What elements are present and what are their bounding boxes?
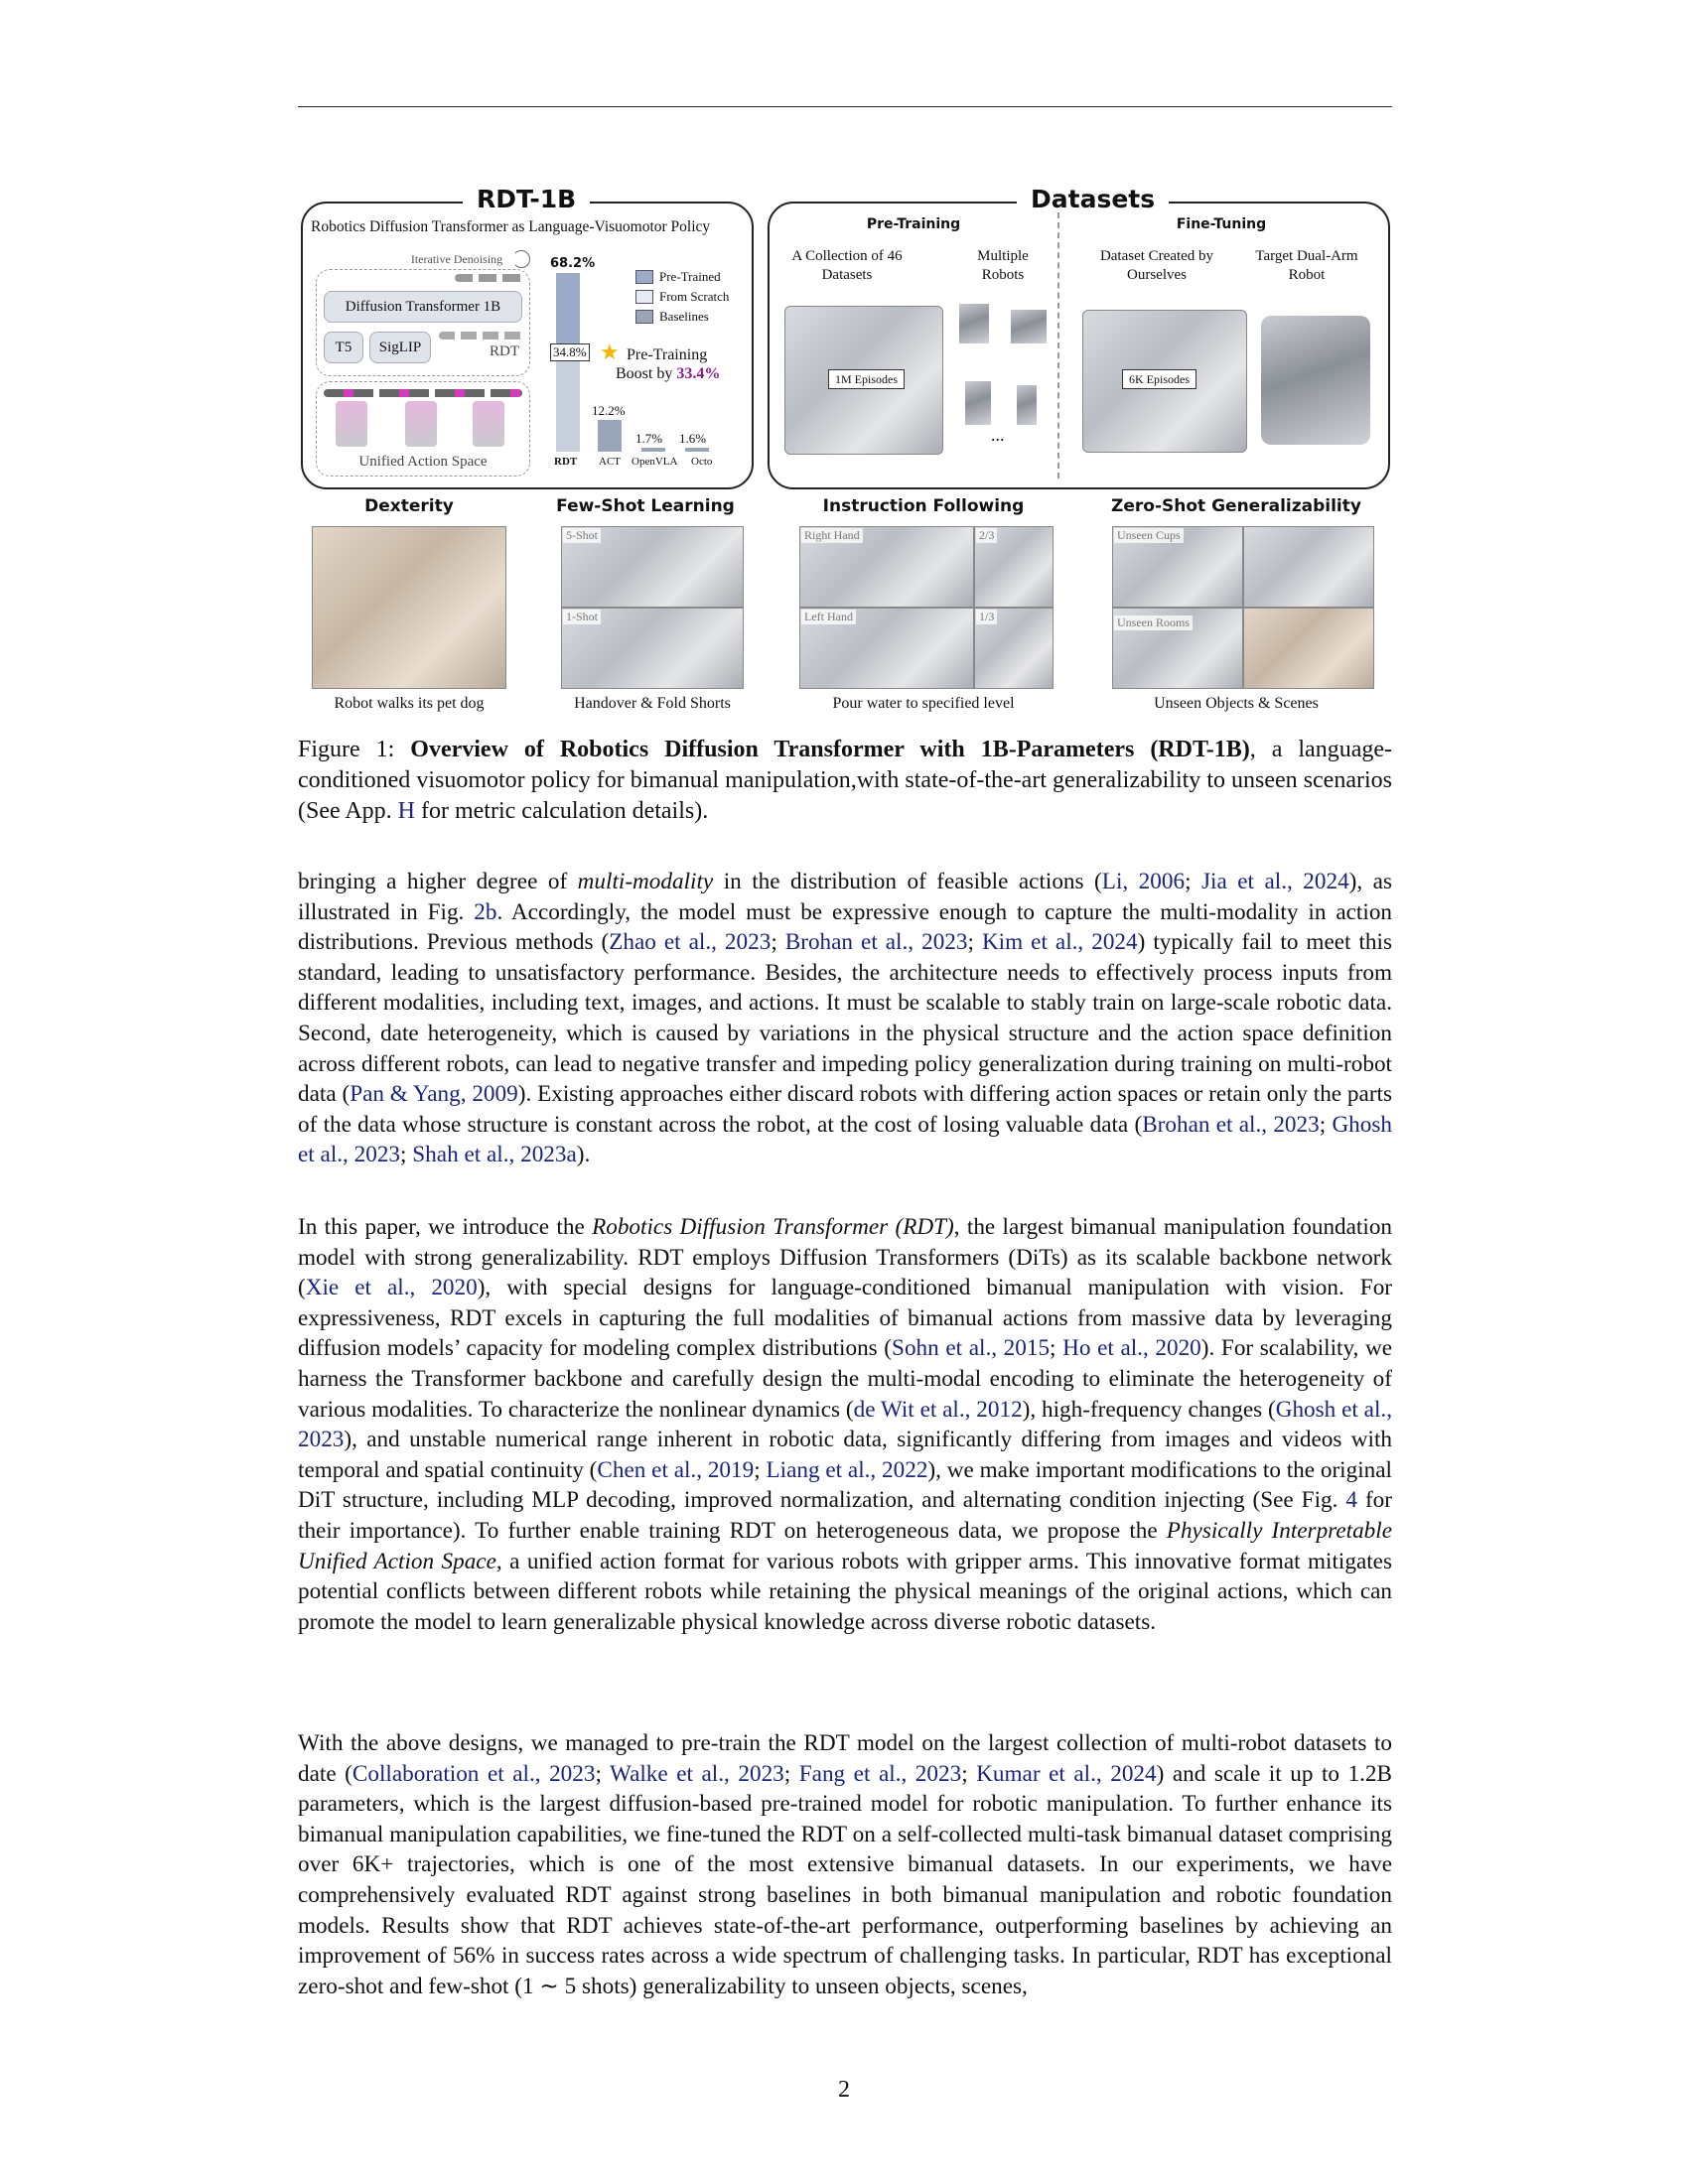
cite-brohan-2023[interactable]: Brohan et al., 2023 [784, 929, 968, 956]
legend-pretrained: Pre-Trained [659, 269, 721, 284]
star-icon: ★ [600, 340, 620, 364]
cite-ghosh-2023[interactable]: Ghosh et al., 2023 [298, 1111, 1392, 1168]
cite-collaboration-2023[interactable]: Collaboration et al., 2023 [352, 1760, 596, 1787]
legend-swatch-baselines [635, 310, 653, 324]
cite-fang-2023[interactable]: Fang et al., 2023 [798, 1760, 962, 1787]
cite-brohan-2023b[interactable]: Brohan et al., 2023 [1142, 1111, 1320, 1138]
legend-baselines: Baselines [659, 309, 709, 324]
page-number: 2 [838, 2077, 850, 2103]
bar-value-label: 1.6% [679, 430, 707, 446]
cite-chen-2019[interactable]: Chen et al., 2019 [597, 1456, 755, 1483]
iterative-denoising-label: Iterative Denoising [410, 252, 503, 266]
robot-icon-2 [1011, 310, 1047, 343]
bar-octo [685, 448, 709, 452]
paragraph-2: In this paper, we introduce the Robotics Diffusion Transformer (RDT), the largest bimanual manipulation foundation model with strong generalizability. RDT employs Diffusion Transformers (DiTs) as its scalable backbone network (Xie et al., 2020), with special designs for language-conditioned bimanual manipulation with vision. For expressiveness, RDT excels in capturing the full modalities of bimanual actions from massive data by leveraging diffusion models’ capacity for modeling complex distributions (Sohn et al., 2015; Ho et al., 2020). For scalability, we harness the Transformer backbone and carefully design the multi-modal encoding to eliminate the heterogeneity of various modalities. To characterize the nonlinear dynamics (de Wit et al., 2012), high-frequency changes (Ghosh et al., 2023), and unstable numerical range inherent in robotic data, significantly differing from images and videos with temporal and spatial continuity (Chen et al., 2019; Liang et al., 2022), we make important modifications to the original DiT structure, including MLP decoding, improved normalization, and alternating condition injecting (See Fig. 4 for their importance). To further enable training RDT on heterogeneous data, we propose the Physically Interpretable Unified Action Space, a unified action format for various robots with gripper arms. This innovative format mitigates potential conflicts between different robots while retaining the physical meanings of the original actions, which can promote the model to learn generalizable physical knowledge across diverse robotic datasets. [298, 1214, 1393, 1635]
cite-zhao-2023[interactable]: Zhao et al., 2023 [609, 929, 772, 956]
boost-value: 33.4% [676, 365, 721, 382]
cite-sohn-2015[interactable]: Sohn et al., 2015 [892, 1335, 1051, 1362]
fig-ref-4[interactable]: 4 [1345, 1487, 1357, 1514]
datasets-divider [1057, 212, 1059, 478]
dual-arm-robot-image [1261, 316, 1370, 445]
cite-pan-2009[interactable]: Pan & Yang, 2009 [350, 1081, 518, 1108]
tag-one-third: 1/3 [976, 610, 997, 624]
diffusion-transformer-block: Diffusion Transformer 1B [324, 291, 522, 323]
tag-unseen-cups: Unseen Cups [1114, 528, 1184, 543]
bar-openvla [641, 448, 665, 452]
robot-arm-icon-3 [473, 401, 504, 447]
more-robots-ellipsis: ... [991, 425, 1005, 445]
robot-icon-4 [1017, 385, 1037, 425]
robot-arm-icon-2 [405, 401, 437, 447]
rdt-subtitle: Robotics Diffusion Transformer as Language-Visuomotor Policy [311, 218, 711, 235]
t5-encoder: T5 [324, 332, 363, 363]
bar-value-label: 34.8% [550, 343, 590, 361]
dexterity-photo [312, 526, 506, 689]
cite-xie-2020[interactable]: Xie et al., 2020 [305, 1275, 478, 1301]
bar-act [598, 420, 622, 452]
fine-tuning-header: Fine-Tuning [1176, 216, 1267, 232]
robot-icon-3 [965, 381, 991, 425]
action-tokens [439, 332, 524, 340]
boost-prefix: Boost by [616, 365, 677, 382]
tag-right-hand: Right Hand [801, 528, 863, 543]
header-rule [298, 106, 1392, 107]
caption-end: for metric calculation details). [415, 798, 709, 824]
cite-ghosh-2023b[interactable]: Ghosh et al., 2023 [298, 1396, 1392, 1453]
cite-walke-2023[interactable]: Walke et al., 2023 [610, 1760, 784, 1787]
tag-left-hand: Left Hand [801, 610, 856, 624]
tag-1-shot: 1-Shot [563, 610, 601, 624]
zeroshot-photo-2 [1243, 526, 1374, 608]
collection-label: A Collection of 46 Datasets [791, 248, 903, 283]
tick-label-openvla: OpenVLA [632, 456, 678, 468]
siglip-encoder: SigLIP [369, 332, 431, 363]
robot-icon-1 [959, 304, 989, 343]
tick-label-octo: Octo [691, 456, 713, 468]
tick-label-act: ACT [599, 456, 621, 468]
cite-jia-2024[interactable]: Jia et al., 2024 [1201, 869, 1349, 894]
caption-prefix: Figure 1: [298, 737, 411, 762]
legend-scratch: From Scratch [659, 289, 730, 304]
target-robot-label: Target Dual-Arm Robot [1255, 248, 1358, 283]
bar-value-label: 1.7% [635, 430, 663, 446]
tick-label-rdt: RDT [554, 456, 578, 468]
unified-tokens [324, 389, 522, 397]
tag-unseen-rooms: Unseen Rooms [1114, 615, 1193, 630]
cite-kim-2024[interactable]: Kim et al., 2024 [981, 929, 1138, 956]
cap-title-fewshot: Few-Shot Learning [556, 496, 735, 516]
cite-shah-2023[interactable]: Shah et al., 2023a [412, 1142, 577, 1168]
cite-liang-2022[interactable]: Liang et al., 2022 [766, 1456, 928, 1483]
fig-ref-2b[interactable]: 2b [474, 898, 497, 925]
cite-ho-2020[interactable]: Ho et al., 2020 [1062, 1335, 1201, 1362]
legend-swatch-scratch [635, 290, 653, 304]
robot-arm-icon-1 [336, 401, 367, 447]
unified-action-space-label: Unified Action Space [358, 454, 488, 470]
cite-dewit-2012[interactable]: de Wit et al., 2012 [853, 1396, 1023, 1423]
paragraph-3: With the above designs, we managed to pre-train the RDT model on the largest collection of multi-robot datasets to date (Collaboration et al., 2023; Walke et al., 2023; Fang et al., 2023; Kumar et al., 2024) and scale it up to 1.2B parameters, which is the largest diffusion-based pre-trained model for robotic manipulation. To further enhance its bimanual manipulation capabilities, we fine-tuned the RDT on a self-collected multi-task bimanual dataset comprising over 6K+ trajectories, which is one of the most extensive bimanual datasets. In our experiments, we have comprehensively evaluated RDT against strong baselines in both bimanual manipulation and robotic foundation models. Results show that RDT achieves state-of-the-art performance, outperforming baselines by achieving an improvement of 56% in success rates across a wide spectrum of challenging tasks. In particular, RDT has exceptional zero-shot and few-shot (1 ∼ 5 shots) generalizability to unseen objects, scenes, [298, 1730, 1392, 1999]
caption-bold: Overview of Robotics Diffusion Transformer with 1B-Parameters (RDT-1B) [410, 737, 1250, 762]
episodes-6k-badge: 6K Episodes [1122, 369, 1196, 389]
cap-title-zeroshot: Zero-Shot Generalizability [1111, 496, 1361, 516]
appendix-link[interactable]: H [397, 798, 415, 824]
cap-caption-zeroshot: Unseen Objects & Scenes [1154, 695, 1319, 712]
paragraph-1: bringing a higher degree of multi-modality in the distribution of feasible actions (Li, 2006; Jia et al., 2024), as illustrated in Fig. 2b. Accordingly, the model must be expressive enough to capture the multi-modality in action distributions. Previous methods (Zhao et al., 2023; Brohan et al., 2023; Kim et al., 2024) typically fail to meet this standard, leading to unsatisfactory performance. Besides, the architecture needs to effectively process inputs from different modalities, including text, images, and actions. It must be scalable to stably train on large-scale robotic data. Second, date heterogeneity, which is caused by variations in the physical structure and the action space definition across different robots, can lead to negative transfer and impeding policy generalization during training on multi-robot data (Pan & Yang, 2009). Existing approaches either discard robots with differing action spaces or retain only the parts of the data whose structure is constant across the robot, at the cost of losing valuable data (Brohan et al., 2023; Ghosh et al., 2023; Shah et al., 2023a). [298, 869, 1393, 1168]
bar-value-label: 12.2% [592, 402, 626, 418]
dataset-created-label: Dataset Created by Ourselves [1099, 248, 1214, 283]
bar-value-label: 68.2% [550, 255, 596, 271]
datasets-title: Datasets [1017, 185, 1169, 214]
tag-5-shot: 5-Shot [563, 528, 601, 543]
rdt-label: RDT [490, 343, 519, 359]
rdt-title: RDT-1B [463, 185, 590, 214]
cap-caption-dexterity: Robot walks its pet dog [334, 695, 485, 712]
pre-training-header: Pre-Training [866, 216, 961, 232]
cap-caption-instruction: Pour water to specified level [832, 695, 1015, 712]
episodes-1m-badge: 1M Episodes [828, 369, 905, 389]
legend-swatch-pretrained [635, 270, 653, 284]
cite-kumar-2024[interactable]: Kumar et al., 2024 [976, 1760, 1157, 1787]
figure-caption [298, 735, 1392, 827]
cap-title-instruction: Instruction Following [822, 496, 1025, 516]
denoise-loop-icon [512, 250, 530, 268]
zeroshot-photo-4 [1243, 608, 1374, 689]
tag-two-thirds: 2/3 [976, 528, 997, 543]
cap-title-dexterity: Dexterity [364, 496, 454, 516]
cite-li-2006[interactable]: Li, 2006 [1101, 869, 1186, 894]
caption-rest: , a language-conditioned visuomotor policy for bimanual manipulation,with state-of-the-art generalizability to unseen scenarios (See App. [298, 737, 1392, 824]
multiple-robots-label: Multiple Robots [977, 248, 1029, 283]
pretraining-boost-label: Pre-Training [627, 346, 708, 363]
cap-caption-fewshot: Handover & Fold Shorts [574, 695, 731, 712]
boost-line [616, 364, 720, 383]
bar-rdt-scratch [556, 360, 580, 452]
